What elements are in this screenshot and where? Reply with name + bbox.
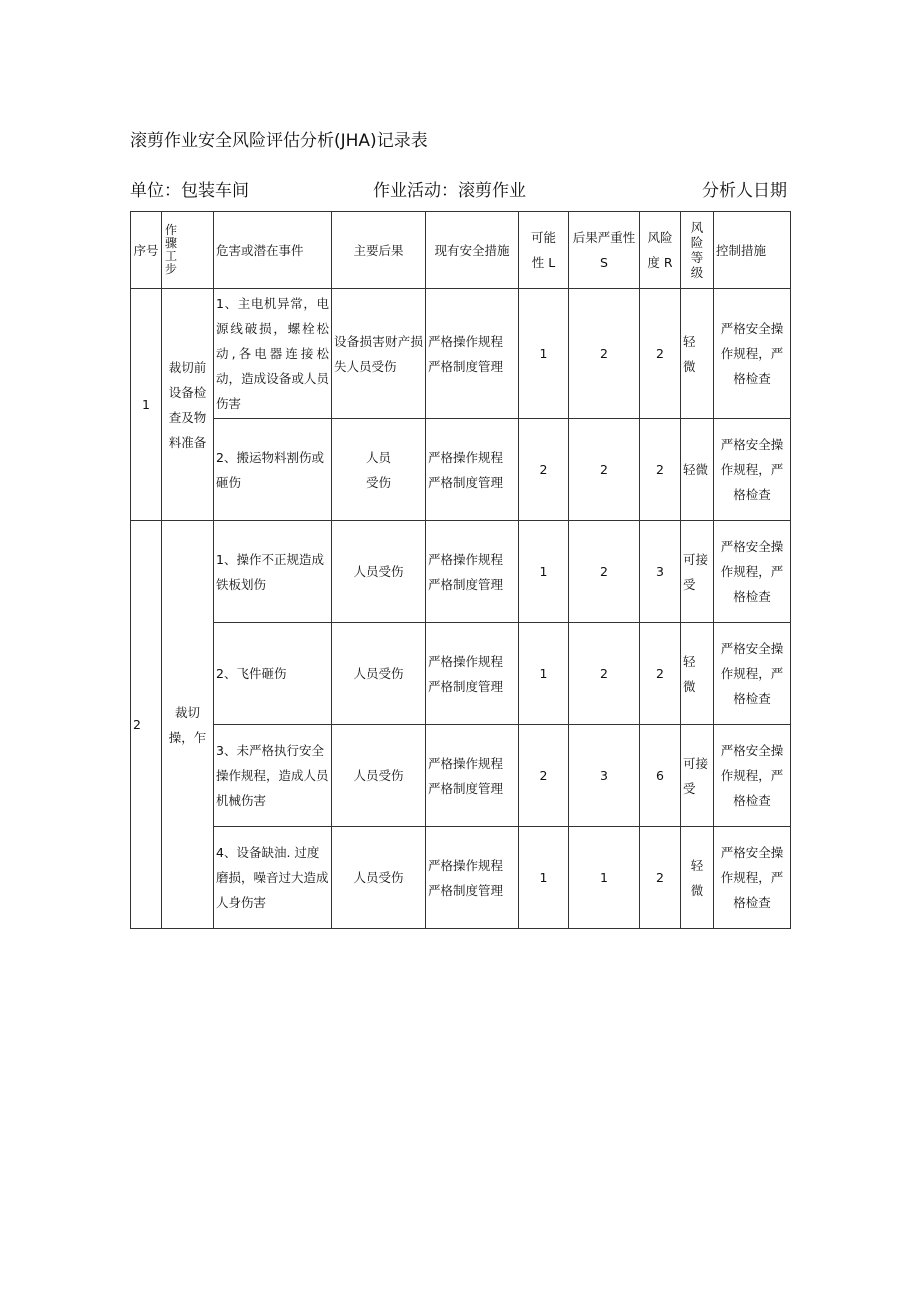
- control-cell: 严格安全操作规程，严格检查: [714, 827, 791, 929]
- activity-label: 作业活动：滚剪作业: [373, 181, 526, 201]
- header-measures: 现有安全措施: [426, 212, 519, 289]
- severity-cell: 2: [569, 419, 640, 521]
- hazard-cell: 2、搬运物料割伤或砸伤: [214, 419, 332, 521]
- likelihood-cell: 2: [519, 419, 569, 521]
- likelihood-cell: 1: [519, 623, 569, 725]
- hazard-cell: 2、飞件砸伤: [214, 623, 332, 725]
- control-cell: 严格安全操作规程，严格检查: [714, 521, 791, 623]
- likelihood-cell: 1: [519, 521, 569, 623]
- severity-cell: 1: [569, 827, 640, 929]
- measures-cell: 严格操作规程 严格制度管理: [426, 827, 519, 929]
- table-row: [131, 827, 791, 929]
- measures-cell: 严格操作规程 严格制度管理: [426, 623, 519, 725]
- likelihood-cell: 1: [519, 289, 569, 419]
- table-row: [131, 521, 791, 623]
- measures-cell: 严格操作规程 严格制度管理: [426, 725, 519, 827]
- consequence-cell: 人员受伤: [332, 725, 426, 827]
- control-cell: 严格安全操作规程，严格检查: [714, 289, 791, 419]
- risk-level-cell: 可接 受: [681, 725, 714, 827]
- hazard-cell: 1、操作不正规造成铁板划伤: [214, 521, 332, 623]
- risk-cell: 3: [640, 521, 681, 623]
- header-severity: 后果严重性 S: [569, 212, 640, 289]
- table-row: [131, 725, 791, 827]
- risk-cell: 2: [640, 289, 681, 419]
- table-header-row: [131, 212, 791, 289]
- risk-level-cell: 轻 微: [681, 623, 714, 725]
- severity-cell: 2: [569, 521, 640, 623]
- risk-level-cell: 可接 受: [681, 521, 714, 623]
- seq-cell: 1: [131, 289, 162, 521]
- measures-cell: 严格操作规程 严格制度管理: [426, 289, 519, 419]
- table-row: [131, 289, 791, 419]
- table-row: [131, 623, 791, 725]
- severity-cell: 3: [569, 725, 640, 827]
- jha-table: [130, 211, 791, 929]
- risk-cell: 2: [640, 623, 681, 725]
- header-seq: 序号: [131, 212, 162, 289]
- measures-cell: 严格操作规程 严格制度管理: [426, 521, 519, 623]
- likelihood-cell: 1: [519, 827, 569, 929]
- consequence-cell: 人员受伤: [332, 521, 426, 623]
- consequence-cell: 人员受伤: [332, 827, 426, 929]
- control-cell: 严格安全操作规程，严格检查: [714, 725, 791, 827]
- step-cell: 裁切前 设备检 查及物 料准备: [162, 289, 214, 521]
- header-likelihood: 可能 性 L: [519, 212, 569, 289]
- analyst-date-label: 分析人日期: [702, 181, 787, 201]
- measures-cell: 严格操作规程 严格制度管理: [426, 419, 519, 521]
- hazard-cell: 1、主电机异常，电源线破损，螺栓松动,各电器连接松动，造成设备或人员伤害: [214, 289, 332, 419]
- header-risk-level: 风 险 等 级: [681, 212, 714, 289]
- severity-cell: 2: [569, 623, 640, 725]
- likelihood-cell: 2: [519, 725, 569, 827]
- risk-level-cell: 轻 微: [681, 289, 714, 419]
- hazard-cell: 3、未严格执行安全操作规程，造成人员机械伤害: [214, 725, 332, 827]
- consequence-cell: 设备损害财产损失人员受伤: [332, 289, 426, 419]
- header-step: 作 骤 工 步: [162, 212, 214, 289]
- header-control: 控制措施: [714, 212, 791, 289]
- header-consequence: 主要后果: [332, 212, 426, 289]
- risk-level-cell: 轻微: [681, 419, 714, 521]
- control-cell: 严格安全操作规程，严格检查: [714, 623, 791, 725]
- risk-cell: 2: [640, 419, 681, 521]
- unit-label: 单位：包装车间: [130, 181, 249, 201]
- control-cell: 严格安全操作规程，严格检查: [714, 419, 791, 521]
- risk-level-cell: 轻 微: [681, 827, 714, 929]
- severity-cell: 2: [569, 289, 640, 419]
- risk-cell: 2: [640, 827, 681, 929]
- hazard-cell: 4、设备缺油. 过度磨损，噪音过大造成人身伤害: [214, 827, 332, 929]
- header-risk: 风险 度 R: [640, 212, 681, 289]
- page-title: 滚剪作业安全风险评估分析(JHA)记录表: [130, 131, 428, 151]
- consequence-cell: 人员 受伤: [332, 419, 426, 521]
- step-cell: 裁切 操，乍: [162, 521, 214, 929]
- table-row: [131, 419, 791, 521]
- consequence-cell: 人员受伤: [332, 623, 426, 725]
- seq-cell: 2: [131, 521, 162, 929]
- header-hazard: 危害或潜在事件: [214, 212, 332, 289]
- risk-cell: 6: [640, 725, 681, 827]
